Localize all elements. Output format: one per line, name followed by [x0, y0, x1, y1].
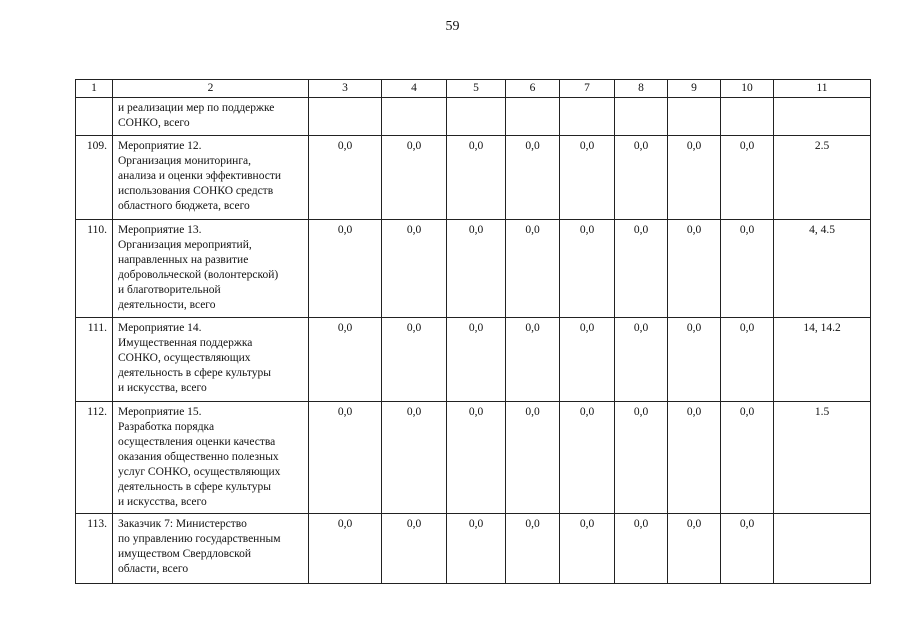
- description-line: деятельность в сфере культуры: [118, 367, 271, 379]
- value-cell: 0,0: [560, 514, 615, 584]
- activity-description: [113, 98, 309, 136]
- value-cell: 0,0: [309, 318, 382, 402]
- column-header: 5: [447, 80, 506, 98]
- value-cell: 0,0: [447, 220, 506, 318]
- description-line: оказания общественно полезных: [118, 451, 279, 463]
- value-cell: 0,0: [506, 514, 560, 584]
- column-header: 8: [615, 80, 668, 98]
- table-row: [76, 98, 871, 136]
- description-line: направленных на развитие: [118, 254, 249, 266]
- table-row: [76, 220, 871, 318]
- value-cell: 0,0: [447, 318, 506, 402]
- value-cell: [447, 98, 506, 136]
- header-row: [76, 80, 871, 98]
- value-cell: [560, 98, 615, 136]
- target-indicator-ref: 14, 14.2: [774, 318, 871, 402]
- activity-description: [113, 220, 309, 318]
- value-cell: 0,0: [668, 318, 721, 402]
- description-line: и реализации мер по поддержке: [118, 102, 275, 114]
- value-cell: 0,0: [721, 318, 774, 402]
- value-cell: 0,0: [382, 220, 447, 318]
- activity-description: [113, 318, 309, 402]
- value-cell: 0,0: [447, 136, 506, 220]
- value-cell: 0,0: [668, 220, 721, 318]
- description-line: областного бюджета, всего: [118, 200, 250, 212]
- description-line: по управлению государственным: [118, 533, 281, 545]
- value-cell: 0,0: [506, 136, 560, 220]
- value-cell: 0,0: [309, 220, 382, 318]
- description-line: Мероприятие 14.: [118, 322, 202, 334]
- description-line: Заказчик 7: Министерство: [118, 518, 247, 530]
- column-header: 11: [774, 80, 871, 98]
- value-cell: 0,0: [309, 514, 382, 584]
- column-header: 1: [76, 80, 113, 98]
- description-line: анализа и оценки эффективности: [118, 170, 282, 182]
- value-cell: 0,0: [560, 136, 615, 220]
- target-indicator-ref: [774, 98, 871, 136]
- description-line: Организация мониторинга,: [118, 155, 252, 167]
- value-cell: 0,0: [447, 402, 506, 514]
- row-number: [76, 98, 113, 136]
- value-cell: 0,0: [615, 318, 668, 402]
- description-line: и искусства, всего: [118, 382, 207, 394]
- value-cell: 0,0: [506, 402, 560, 514]
- value-cell: 0,0: [721, 136, 774, 220]
- value-cell: 0,0: [615, 220, 668, 318]
- description-line: Имущественная поддержка: [118, 337, 253, 349]
- column-header: 10: [721, 80, 774, 98]
- column-header: 9: [668, 80, 721, 98]
- description-line: деятельность в сфере культуры: [118, 481, 271, 493]
- value-cell: 0,0: [721, 220, 774, 318]
- description-line: имуществом Свердловской: [118, 548, 252, 560]
- description-line: осуществления оценки качества: [118, 436, 276, 448]
- value-cell: 0,0: [721, 402, 774, 514]
- value-cell: 0,0: [560, 220, 615, 318]
- page-number: 59: [445, 19, 460, 34]
- description-line: СОНКО, осуществляющих: [118, 352, 251, 364]
- row-number: 111.: [76, 318, 113, 402]
- target-indicator-ref: 1.5: [774, 402, 871, 514]
- value-cell: 0,0: [615, 514, 668, 584]
- value-cell: [721, 98, 774, 136]
- column-header: 7: [560, 80, 615, 98]
- target-indicator-ref: 2.5: [774, 136, 871, 220]
- table-row: [76, 136, 871, 220]
- description-line: Мероприятие 15.: [118, 406, 202, 418]
- value-cell: 0,0: [615, 136, 668, 220]
- column-header: 2: [113, 80, 309, 98]
- row-number: 110.: [76, 220, 113, 318]
- value-cell: 0,0: [382, 402, 447, 514]
- row-number: 109.: [76, 136, 113, 220]
- column-header: 4: [382, 80, 447, 98]
- activity-description: [113, 136, 309, 220]
- value-cell: 0,0: [447, 514, 506, 584]
- activity-description: [113, 402, 309, 514]
- description-line: Мероприятие 13.: [118, 224, 202, 236]
- value-cell: 0,0: [382, 514, 447, 584]
- description-line: области, всего: [118, 563, 189, 575]
- value-cell: [615, 98, 668, 136]
- value-cell: 0,0: [382, 318, 447, 402]
- value-cell: 0,0: [615, 402, 668, 514]
- table-row: [76, 514, 871, 584]
- row-number: 113.: [76, 514, 113, 584]
- value-cell: 0,0: [506, 318, 560, 402]
- value-cell: [506, 98, 560, 136]
- table-row: [76, 318, 871, 402]
- target-indicator-ref: 4, 4.5: [774, 220, 871, 318]
- column-header: 3: [309, 80, 382, 98]
- value-cell: 0,0: [668, 402, 721, 514]
- activity-description: [113, 514, 309, 584]
- value-cell: 0,0: [506, 220, 560, 318]
- description-line: Организация мероприятий,: [118, 239, 252, 251]
- target-indicator-ref: [774, 514, 871, 584]
- value-cell: [668, 98, 721, 136]
- budget-table: [75, 79, 871, 584]
- description-line: добровольческой (волонтерской): [118, 269, 279, 281]
- value-cell: [309, 98, 382, 136]
- value-cell: 0,0: [309, 136, 382, 220]
- description-line: и искусства, всего: [118, 496, 207, 508]
- value-cell: 0,0: [721, 514, 774, 584]
- value-cell: 0,0: [382, 136, 447, 220]
- value-cell: 0,0: [309, 402, 382, 514]
- row-number: 112.: [76, 402, 113, 514]
- value-cell: 0,0: [560, 318, 615, 402]
- description-line: Разработка порядка: [118, 421, 215, 433]
- value-cell: 0,0: [668, 514, 721, 584]
- description-line: Мероприятие 12.: [118, 140, 202, 152]
- description-line: и благотворительной: [118, 284, 221, 296]
- column-header: 6: [506, 80, 560, 98]
- description-line: СОНКО, всего: [118, 117, 190, 129]
- description-line: деятельности, всего: [118, 299, 216, 311]
- table-row: [76, 402, 871, 514]
- description-line: услуг СОНКО, осуществляющих: [118, 466, 281, 478]
- value-cell: 0,0: [668, 136, 721, 220]
- description-line: использования СОНКО средств: [118, 185, 274, 197]
- value-cell: 0,0: [560, 402, 615, 514]
- value-cell: [382, 98, 447, 136]
